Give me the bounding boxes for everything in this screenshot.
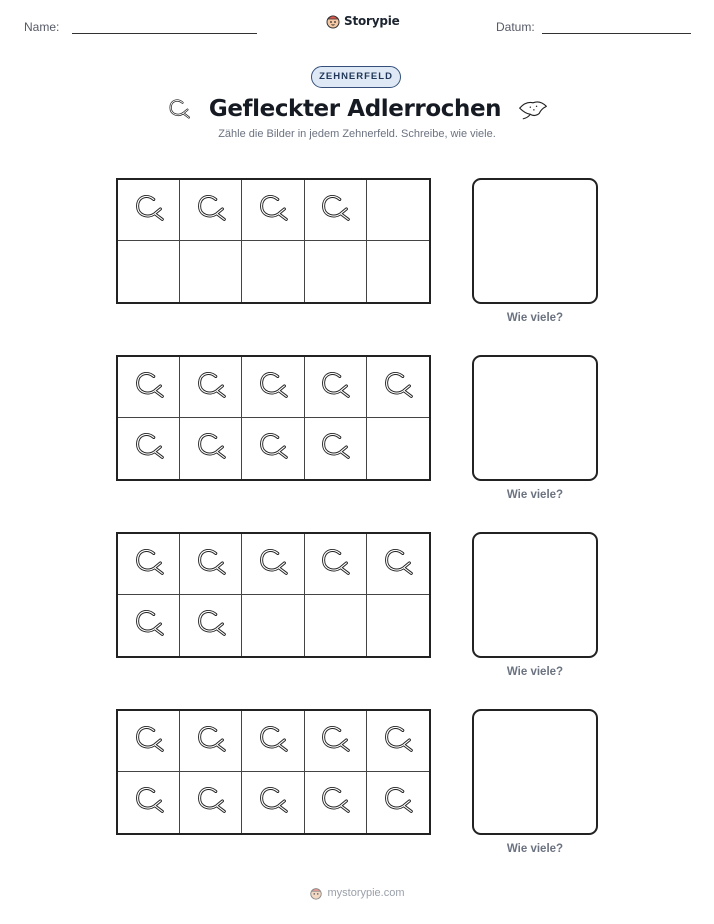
eagle-ray-tail-icon bbox=[192, 604, 230, 647]
frame-cell bbox=[180, 180, 242, 241]
eagle-ray-tail-icon bbox=[316, 366, 354, 409]
eagle-ray-tail-icon bbox=[130, 366, 168, 409]
frame-cell bbox=[305, 595, 367, 656]
frame-cell bbox=[180, 711, 242, 772]
date-label: Datum: bbox=[496, 20, 535, 34]
frame-cell bbox=[180, 357, 242, 418]
frame-cell bbox=[118, 534, 180, 595]
frame-cell bbox=[180, 241, 242, 302]
frame-cell bbox=[242, 418, 304, 479]
frame-cell bbox=[367, 595, 429, 656]
frame-cell bbox=[305, 772, 367, 833]
answer-box[interactable] bbox=[472, 355, 598, 481]
eagle-ray-tail-icon bbox=[379, 781, 417, 824]
frame-cell bbox=[305, 534, 367, 595]
eagle-ray-tail-icon bbox=[192, 781, 230, 824]
frame-cell bbox=[367, 180, 429, 241]
frame-cell bbox=[180, 772, 242, 833]
frame-cell bbox=[367, 418, 429, 479]
frame-cell bbox=[242, 595, 304, 656]
instructions: Zähle die Bilder in jedem Zehnerfeld. Schreibe, wie viele. bbox=[218, 128, 496, 140]
eagle-ray-tail-icon bbox=[130, 781, 168, 824]
answer-label: Wie viele? bbox=[506, 843, 564, 855]
eagle-ray-tail-icon bbox=[130, 543, 168, 586]
frame-cell bbox=[367, 772, 429, 833]
frame-cell bbox=[367, 241, 429, 302]
eagle-ray-tail-icon bbox=[254, 720, 292, 763]
eagle-ray-tail-icon bbox=[316, 720, 354, 763]
ten-frame bbox=[116, 532, 431, 658]
answer-label: Wie viele? bbox=[506, 489, 564, 501]
eagle-ray-tail-icon bbox=[379, 366, 417, 409]
answer-box[interactable] bbox=[472, 709, 598, 835]
eagle-ray-tail-icon bbox=[165, 95, 193, 123]
frame-cell bbox=[305, 241, 367, 302]
eagle-ray-tail-icon bbox=[130, 189, 168, 232]
eagle-ray-tail-icon bbox=[379, 720, 417, 763]
name-label: Name: bbox=[24, 20, 60, 34]
title-row bbox=[0, 92, 714, 126]
logo-text: Storypie bbox=[344, 14, 400, 28]
frame-cell bbox=[118, 595, 180, 656]
storypie-mascot-icon bbox=[309, 886, 323, 900]
eagle-ray-tail-icon bbox=[130, 427, 168, 470]
name-line[interactable] bbox=[72, 33, 257, 34]
eagle-ray-tail-icon bbox=[192, 720, 230, 763]
answer-label: Wie viele? bbox=[506, 666, 564, 678]
eagle-ray-tail-icon bbox=[316, 427, 354, 470]
frame-cell bbox=[118, 772, 180, 833]
frame-cell bbox=[180, 595, 242, 656]
eagle-ray-tail-icon bbox=[254, 366, 292, 409]
frame-cell bbox=[242, 180, 304, 241]
frame-cell bbox=[367, 534, 429, 595]
footer-url[interactable]: mystorypie.com bbox=[327, 887, 405, 899]
answer-label: Wie viele? bbox=[506, 312, 564, 324]
eagle-ray-icon bbox=[517, 97, 549, 121]
page-title: Gefleckter Adlerrochen bbox=[208, 96, 502, 122]
storypie-mascot-icon bbox=[325, 13, 341, 29]
eagle-ray-tail-icon bbox=[254, 781, 292, 824]
frame-cell bbox=[242, 357, 304, 418]
worksheet-type-badge: ZEHNERFELD bbox=[311, 66, 401, 88]
ten-frame bbox=[116, 178, 431, 304]
frame-cell bbox=[180, 418, 242, 479]
eagle-ray-tail-icon bbox=[254, 543, 292, 586]
eagle-ray-tail-icon bbox=[316, 781, 354, 824]
ten-frame bbox=[116, 355, 431, 481]
frame-cell bbox=[367, 357, 429, 418]
frame-cell bbox=[242, 772, 304, 833]
eagle-ray-tail-icon bbox=[379, 543, 417, 586]
frame-cell bbox=[118, 711, 180, 772]
frame-cell bbox=[305, 180, 367, 241]
answer-box[interactable] bbox=[472, 178, 598, 304]
frame-cell bbox=[242, 711, 304, 772]
eagle-ray-tail-icon bbox=[130, 604, 168, 647]
date-line[interactable] bbox=[542, 33, 691, 34]
storypie-logo bbox=[325, 13, 400, 29]
eagle-ray-tail-icon bbox=[192, 366, 230, 409]
eagle-ray-tail-icon bbox=[192, 427, 230, 470]
frame-cell bbox=[367, 711, 429, 772]
eagle-ray-tail-icon bbox=[130, 720, 168, 763]
eagle-ray-tail-icon bbox=[316, 543, 354, 586]
frame-cell bbox=[242, 534, 304, 595]
frame-cell bbox=[118, 357, 180, 418]
frame-cell bbox=[305, 711, 367, 772]
eagle-ray-tail-icon bbox=[254, 427, 292, 470]
eagle-ray-tail-icon bbox=[192, 543, 230, 586]
answer-box[interactable] bbox=[472, 532, 598, 658]
eagle-ray-tail-icon bbox=[192, 189, 230, 232]
footer bbox=[0, 886, 714, 900]
ten-frame bbox=[116, 709, 431, 835]
frame-cell bbox=[305, 418, 367, 479]
frame-cell bbox=[305, 357, 367, 418]
frame-cell bbox=[118, 241, 180, 302]
frame-cell bbox=[118, 180, 180, 241]
eagle-ray-tail-icon bbox=[316, 189, 354, 232]
frame-cell bbox=[118, 418, 180, 479]
frame-cell bbox=[180, 534, 242, 595]
frame-cell bbox=[242, 241, 304, 302]
eagle-ray-tail-icon bbox=[254, 189, 292, 232]
